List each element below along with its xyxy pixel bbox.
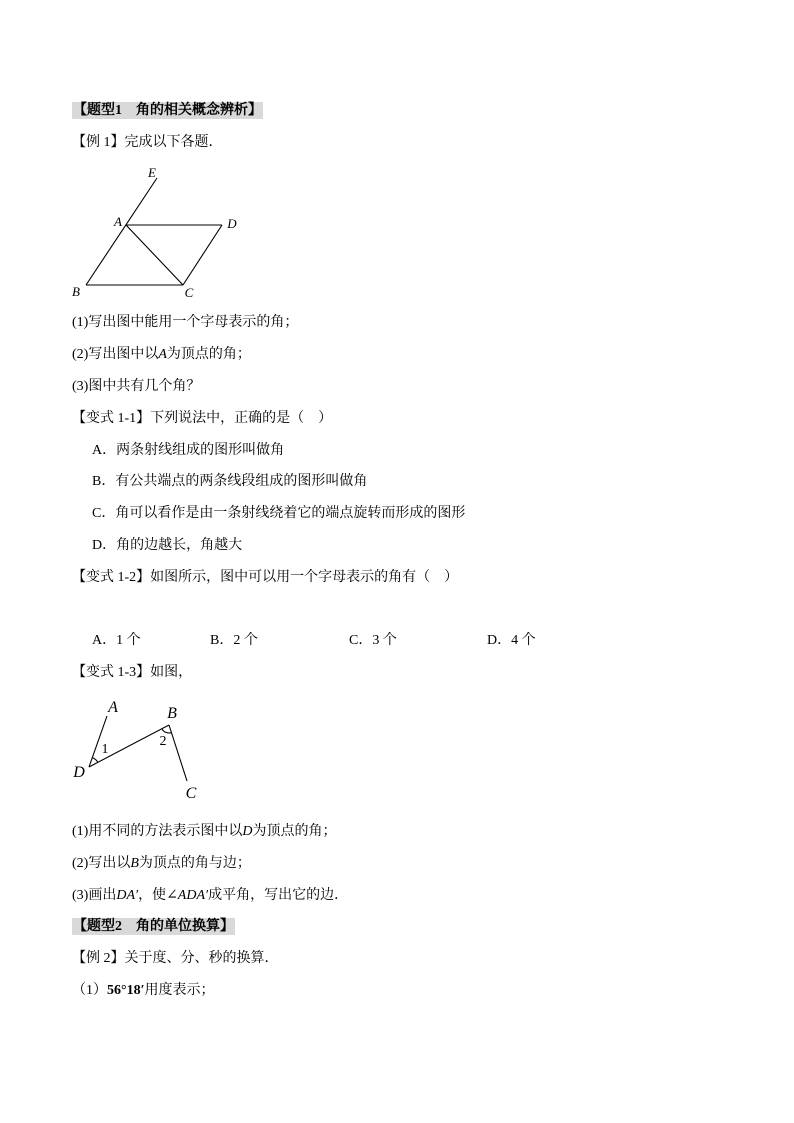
point-variable: B: [130, 856, 139, 871]
example-1-label: 【例 1】: [72, 135, 125, 150]
section-heading-1-text: 【题型1 角的相关概念辨析】: [73, 103, 262, 118]
variant-1-1-prompt: [72, 410, 332, 428]
variant-1-3-text: 如图，: [150, 665, 193, 680]
question-text: (2)写出以: [72, 856, 131, 871]
point-label-c: C: [185, 785, 197, 802]
variant-1-2-option-b: B．2 个: [210, 633, 258, 648]
point-label-a: A: [108, 699, 118, 716]
angle-variable: ∠ADA′: [166, 888, 209, 903]
question-text: 为顶点的角；: [166, 347, 251, 362]
segment-dc: [183, 225, 222, 285]
question-text: 为顶点的角；: [252, 824, 337, 839]
variant-1-3-question-3: [72, 887, 348, 905]
variant-1-2-option-c: C．3 个: [349, 633, 397, 648]
variant-1-3-prompt: [72, 664, 192, 682]
ray-be: [86, 178, 157, 285]
point-label-b: B: [167, 705, 177, 722]
variant-1-3-label: 【变式 1-3】: [72, 665, 151, 680]
angle-label-2: 2: [159, 734, 167, 749]
point-variable: D: [242, 824, 253, 839]
example-1-prompt: [72, 134, 223, 152]
variant-1-2-option-d: D．4 个: [487, 633, 536, 648]
question-text: （1）: [72, 983, 107, 998]
question-text: (3)画出: [72, 888, 117, 903]
ray-bc: [169, 725, 187, 781]
variant-1-3-figure: [65, 695, 205, 803]
example-1-text: 完成以下各题．: [124, 135, 223, 150]
option-a: A．两条射线组成的图形叫做角: [92, 443, 285, 458]
variant-1-3-question-1: [72, 823, 336, 841]
question-text: 成平角，写出它的边．: [208, 888, 349, 903]
example-2-text: 关于度、分、秒的换算．: [124, 951, 279, 966]
question-text: ，使: [138, 888, 167, 903]
question-text: (1)用不同的方法表示图中以: [72, 824, 243, 839]
question-text: 为顶点的角与边；: [138, 856, 251, 871]
option-d: D．角的边越长，角越大: [92, 538, 243, 553]
example-2-prompt: [72, 950, 279, 968]
example-1-figure: [60, 160, 250, 305]
point-label-b: B: [72, 284, 80, 299]
example-2-question-1: [72, 982, 215, 1000]
variant-1-2-prompt: [72, 569, 458, 587]
point-label-a: A: [114, 214, 122, 229]
angle-label-1: 1: [101, 742, 109, 757]
example-2-label: 【例 2】: [72, 951, 125, 966]
variant-1-2-label: 【变式 1-2】: [72, 570, 151, 585]
point-variable: A: [158, 347, 167, 362]
section-heading-1: [72, 102, 263, 120]
variant-1-1-label: 【变式 1-1】: [72, 411, 151, 426]
point-label-e: E: [148, 165, 156, 180]
section-heading-2: [72, 918, 235, 936]
example-1-question-1: (1)写出图中能用一个字母表示的角；: [72, 315, 299, 330]
variant-1-1-text: 下列说法中，正确的是（ ）: [150, 411, 333, 426]
segment-ac: [126, 225, 183, 285]
section-heading-2-text: 【题型2 角的单位换算】: [73, 919, 234, 934]
variant-1-3-question-2: [72, 855, 251, 873]
question-text: (2)写出图中以: [72, 347, 159, 362]
example-1-question-2: [72, 346, 251, 364]
variant-1-2-text: 如图所示，图中可以用一个字母表示的角有（ ）: [150, 570, 459, 585]
angle-value: 56°18′: [107, 983, 145, 998]
option-c: C．角可以看作是由一条射线绕着它的端点旋转而形成的图形: [92, 506, 466, 521]
question-text: 用度表示；: [144, 983, 215, 998]
ray-variable: DA′: [116, 888, 139, 903]
point-label-d: D: [227, 216, 237, 231]
variant-1-2-option-a: A．1 个: [92, 633, 141, 648]
option-b: B．有公共端点的两条线段组成的图形叫做角: [92, 474, 368, 489]
example-1-question-3: (3)图中共有几个角？: [72, 379, 201, 394]
point-label-d: D: [73, 764, 85, 781]
point-label-c: C: [184, 285, 194, 300]
angle-1-arc: [92, 758, 98, 763]
